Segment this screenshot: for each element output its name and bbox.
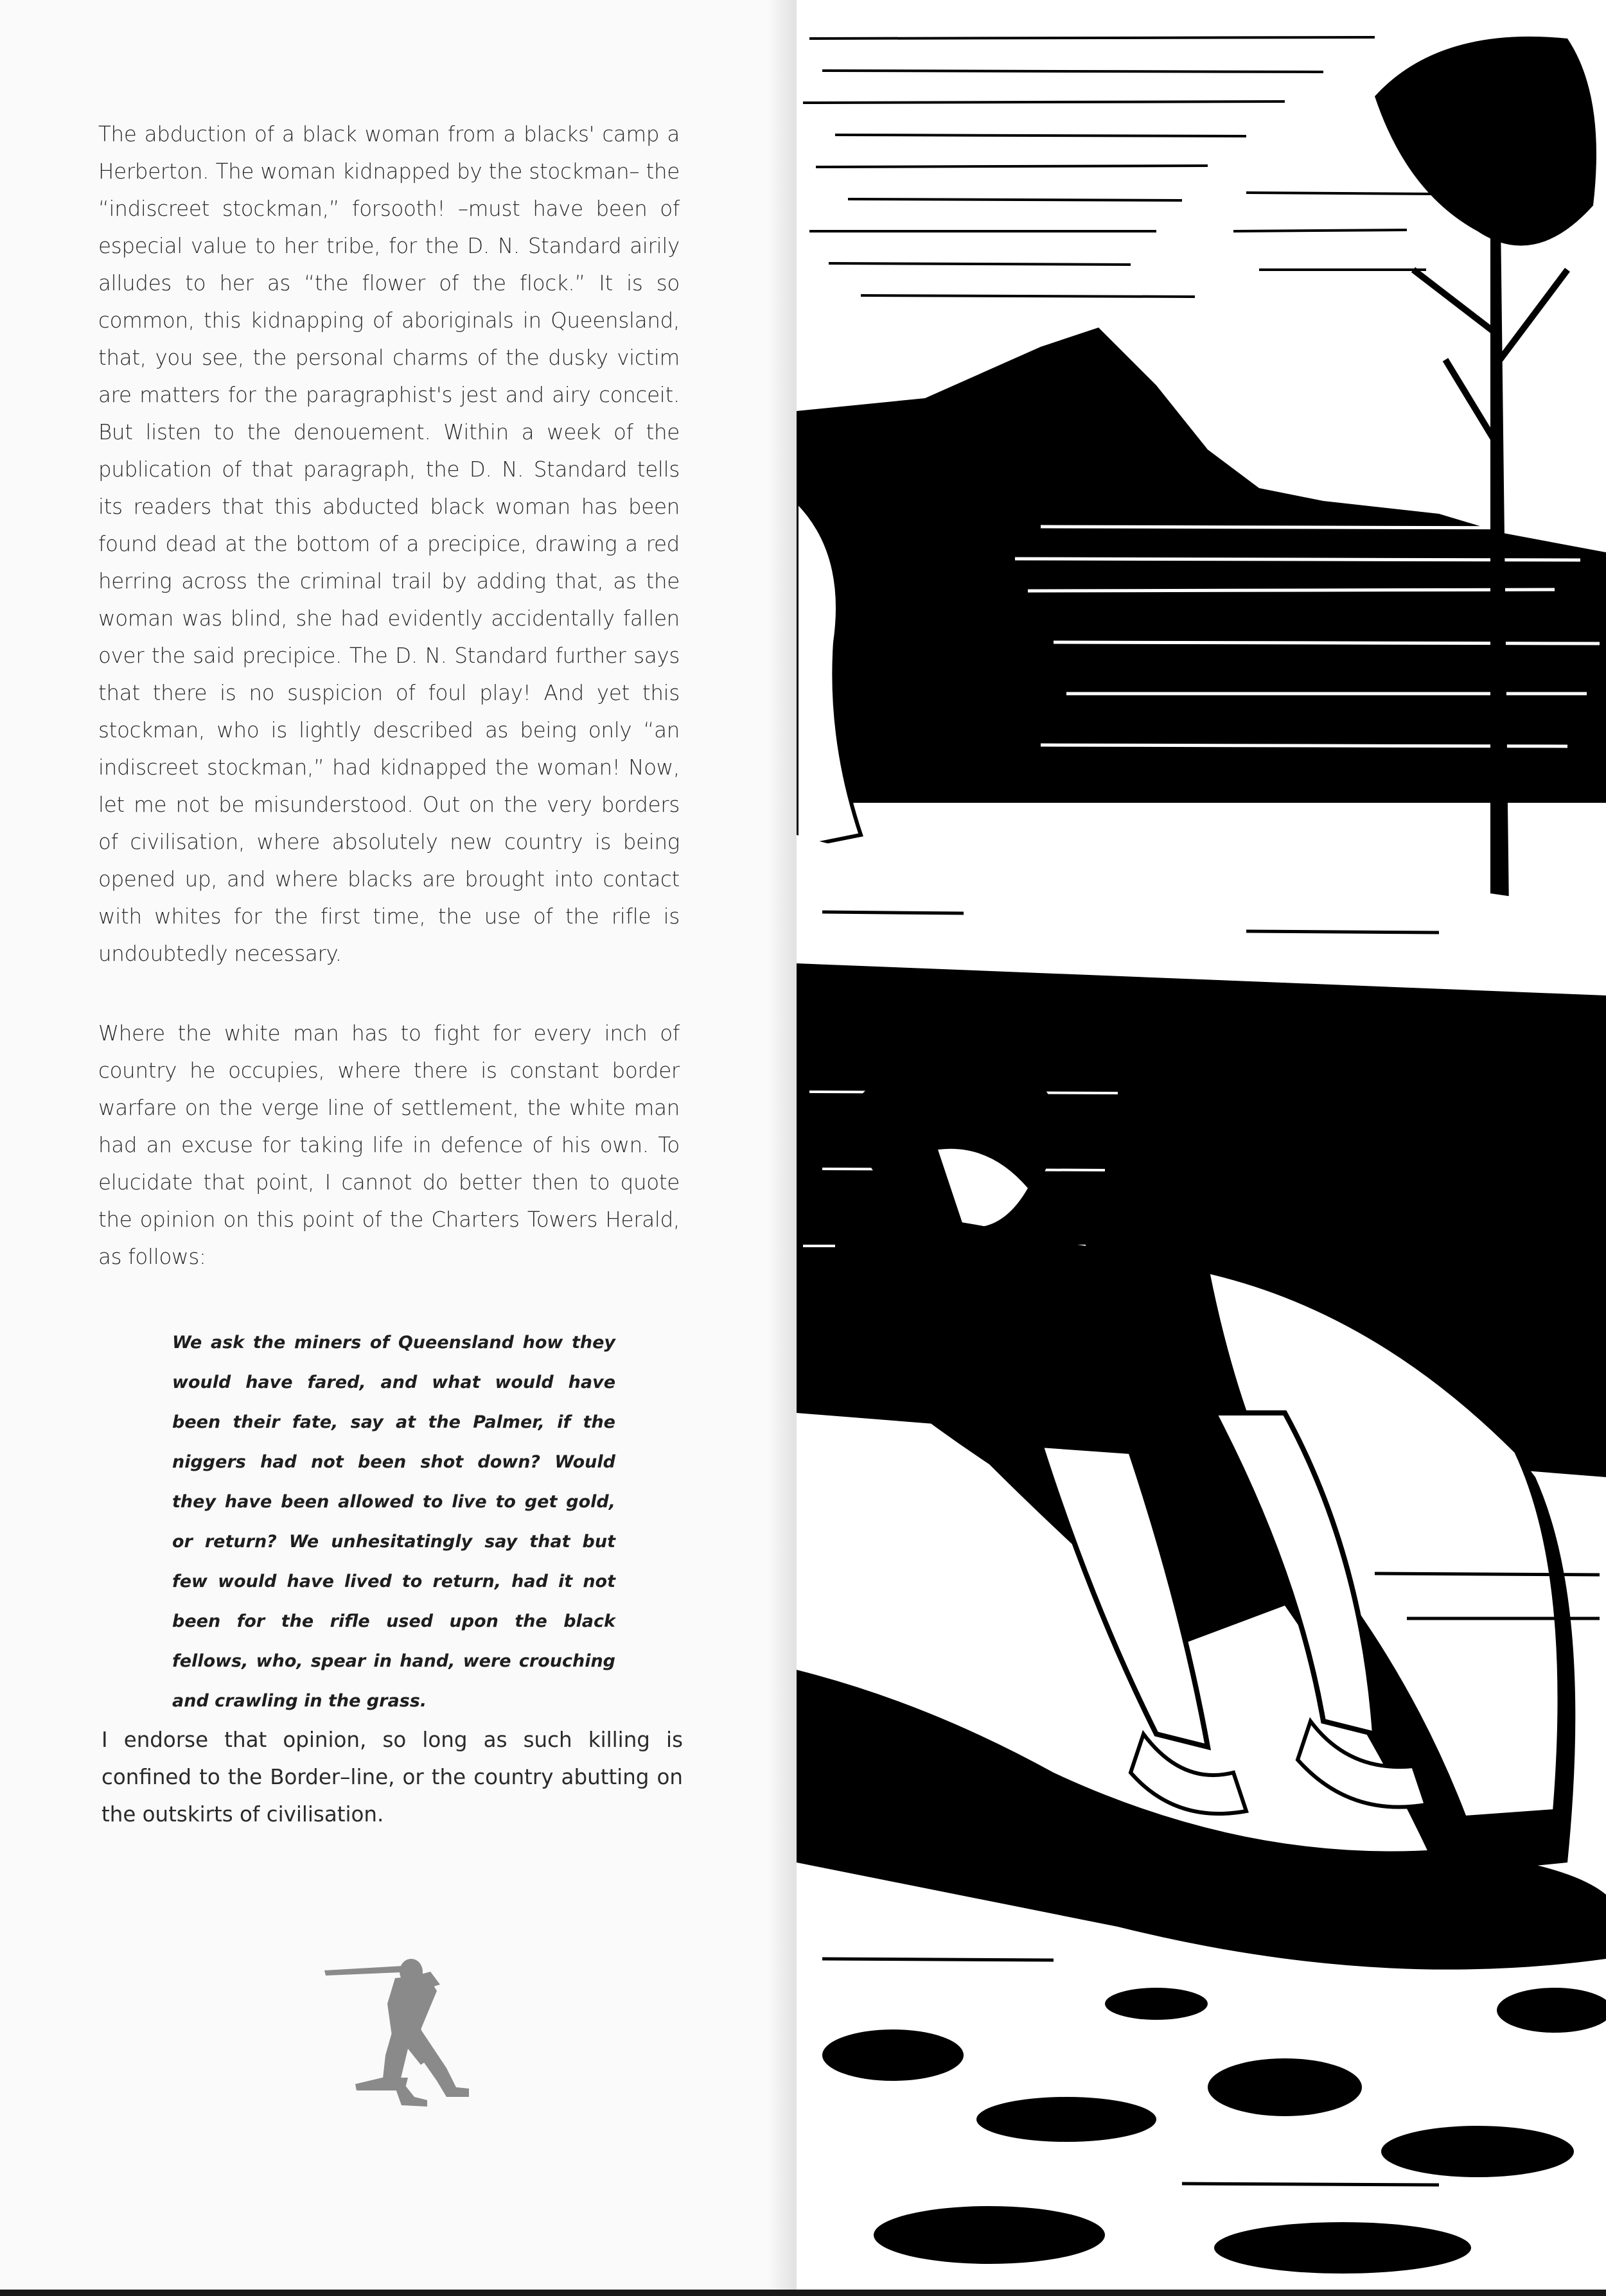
illustration-page: [797, 0, 1606, 2296]
mountain-silhouette: [797, 328, 1606, 803]
engraving-illustration: [797, 0, 1606, 2296]
block-quote-herald: We ask the miners of Queensland how they would have fared, and what would have been their fate, say at the Palmer, if the niggers had not been shot down? Would they have been allowed to live to get gold, or return? We unhesitatingly say that but few would have lived to return, had it not been for the rifle used upon the black fellows, who, spear in hand, were crouching and crawling in the grass.: [172, 1333, 615, 1711]
paragraph-endorse: I endorse that opinion, so long as such killing is confined to the Border–line, or the country abutting on the outskirts of civilisation.: [101, 1728, 683, 1827]
paragraph-abduction: The abduction of a black woman from a blacks' camp a Herberton. The woman kidnapped by the stockman– the “indiscreet stockman,” forsooth! –must have been of especial value to her tribe, for the D. N. Standard airily alludes to her as “the flower of the flock.” It is so common, this kidnapping of aboriginals in Queensland, that, you see, the personal charms of the dusky victim are matters for the paragraphist's jest and airy conceit. But listen to the denouement. Within a week of the publication of that paragraph, the D. N. Standard tells its readers that this abducted black woman has been found dead at the bottom of a precipice, drawing a red herring across the criminal trail by adding that, as the woman was blind, she had evidently accidentally fallen over the said precipice. The D. N. Standard further says that there is no suspicion of foul play! And yet this stockman, who is lightly described as being only “an indiscreet stockman,” had kidnapped the woman! Now, let me not be misunderstood. Out on the very borders of civilisation, where absolutely new country is being opened up, and where blacks are brought into contact with whites for the first time, the use of the rifle is undoubtedly necessary.: [98, 122, 680, 966]
paragraph-white-man: Where the white man has to fight for every inch of country he occupies, where there is constant border warfare on the verge line of settlement, the white man had an excuse for taking life in defence of his own. To elucidate that point, I cannot do better then to quote the opinion on this point of the Charters Towers Herald, as follows:: [98, 1021, 680, 1269]
sky-hatching: [803, 37, 1439, 297]
left-page: [0, 0, 797, 2296]
scan-edge: [0, 2290, 1606, 2296]
text-column: [98, 116, 680, 1275]
tree: [1375, 37, 1596, 963]
page-fold: [768, 0, 797, 2296]
soldier-with-rifle-icon: [318, 1952, 472, 2113]
